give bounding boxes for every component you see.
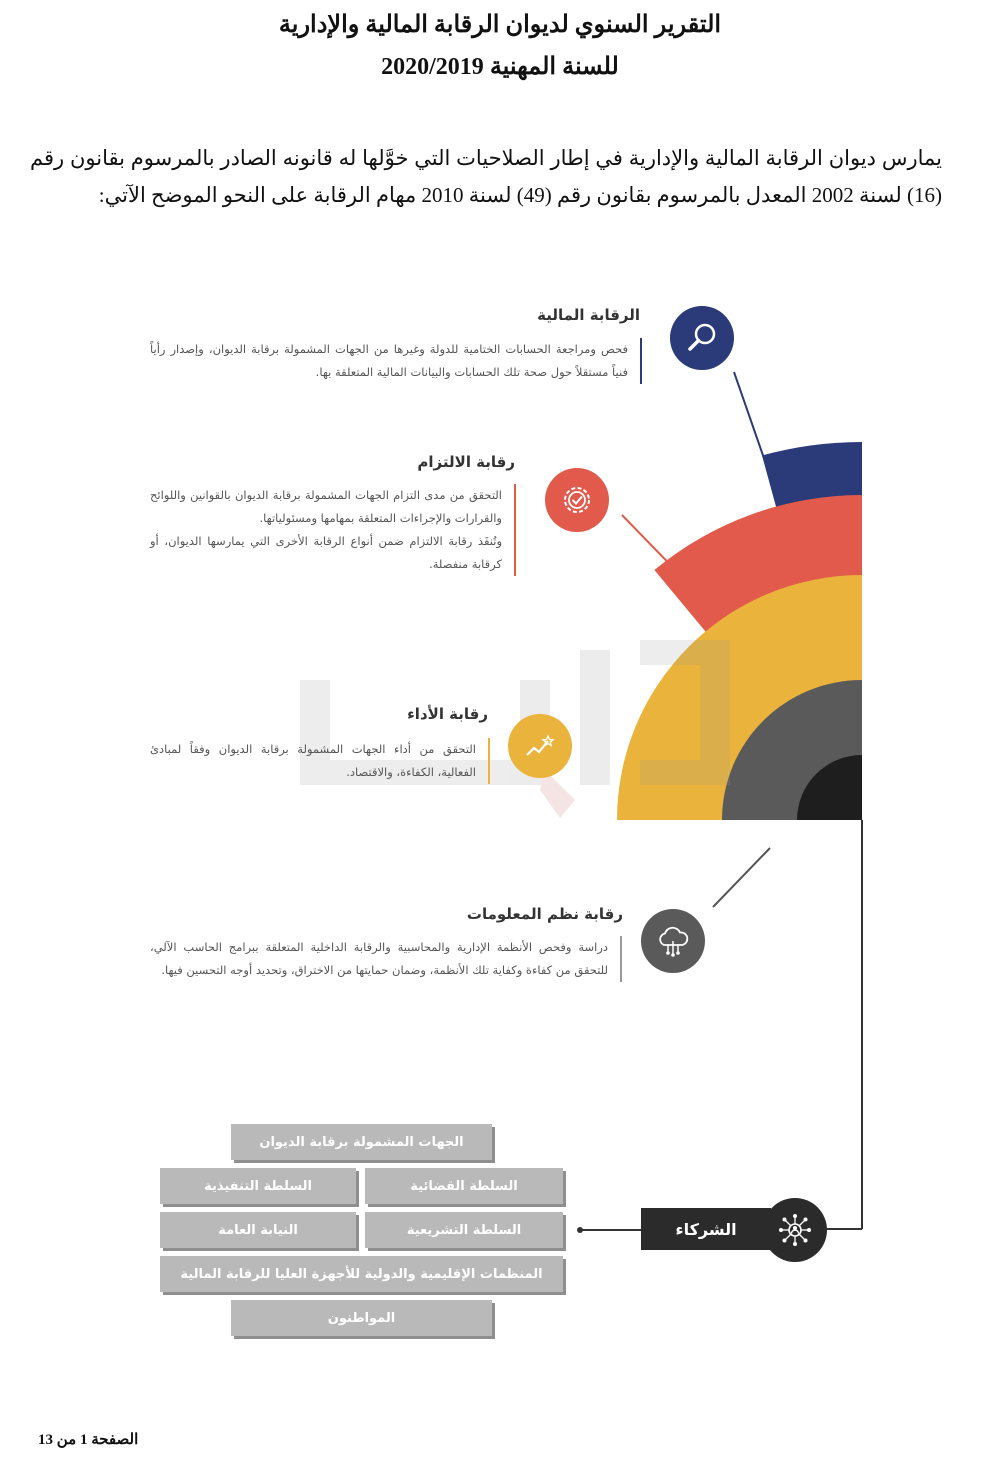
page-current: 1 [79,1432,88,1448]
page-total: 13 [38,1432,53,1448]
page-word: الصفحة [91,1432,139,1448]
compliance-body-2: وتُنفَذ رقابة الالتزام ضمن أنواع الرقابة الأخرى التي يمارسها الديوان، أو كرقابة منفصلة. [150,534,502,571]
partners-label: الشركاء [641,1208,771,1250]
compliance-title: رقابة الالتزام [417,453,515,471]
performance-title: رقابة الأداء [407,705,488,723]
financial-title: الرقابة المالية [537,306,640,324]
partner-judicial-authority: السلطة القضائية [365,1168,563,1204]
financial-body: فحص ومراجعة الحسابات الختامية للدولة وغيرها من الجهات المشمولة برقابة الديوان، وإصدار رأياً فنياً مستقلاً حول صحة تلك الحسابات والبيانات المالية المتعلقة بها. [150,338,642,384]
cloud-network-icon [653,921,693,961]
performance-body: التحقق من أداء الجهات المشمولة برقابة الديوان وفقاً لمبادئ الفعالية، الكفاءة، والاقتصاد. [150,738,490,784]
connector-compliance [622,515,690,585]
connector-financial [734,372,775,490]
partners-icon-circle [763,1198,827,1262]
partner-legislative-authority: السلطة التشريعية [365,1212,563,1248]
compliance-body-block [150,484,516,576]
partner-executive-authority: السلطة التنفيذية [160,1168,356,1204]
it-body: دراسة وفحص الأنظمة الإدارية والمحاسبية والرقابة الداخلية المتعلقة ببرامج الحاسب الآلي، للتحقق من كفاءة وكفاية تلك الأنظمة، وضمان حمايتها من الاختراق، وتحديد أوجه التحسين فيها. [150,936,622,982]
people-network-icon [775,1210,815,1250]
partner-citizens: المواطنون [231,1300,492,1336]
partner-supreme-audit-organizations: المنظمات الإقليمية والدولية للأجهزة العليا للرقابة المالية [160,1256,563,1292]
connector-it [713,848,770,907]
compliance-body-1: التحقق من مدى التزام الجهات المشمولة برقابة الديوان بالقوانين واللوائح والقرارات والإجراءات المتعلقة بمهامها ومسئولياتها. [150,488,502,525]
gear-check-icon [558,481,596,519]
report-subtitle: للسنة المهنية 2020/2019 [381,54,619,80]
financial-icon-circle [670,306,734,370]
growth-chart-icon [521,727,559,765]
page-footer [38,1430,138,1449]
it-icon-circle [641,909,705,973]
it-title: رقابة نظم المعلومات [466,905,623,923]
partner-public-prosecution: النيابة العامة [160,1212,356,1248]
compliance-icon-circle [545,468,609,532]
intro-paragraph: يمارس ديوان الرقابة المالية والإدارية في إطار الصلاحيات التي خوَّلها له قانونه الصادر بالمرسوم بقانون رقم (16) لسنة 2002 المعدل بالمرسوم بقانون رقم (49) لسنة 2010 مهام الرقابة على النحو الموضح الآتي: [30,146,942,207]
magnifier-icon [684,320,720,356]
of-word: من [56,1432,77,1448]
report-title: التقرير السنوي لديوان الرقابة المالية والإدارية [278,12,722,38]
partner-audited-entities: الجهات المشمولة برقابة الديوان [231,1124,492,1160]
performance-icon-circle [508,714,572,778]
